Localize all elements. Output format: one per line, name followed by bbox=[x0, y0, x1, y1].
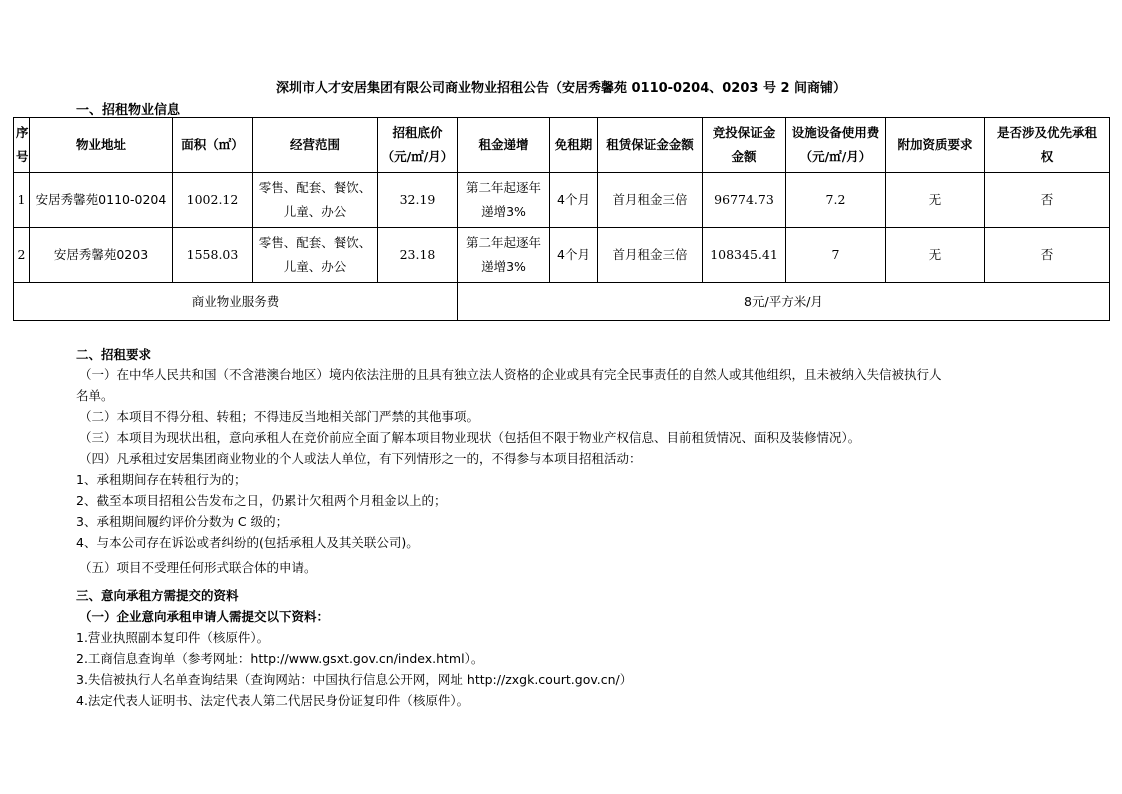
cell-rent-increase: 第二年起逐年 递增3% bbox=[458, 228, 550, 283]
section-heading-documents: 三、意向承租方需提交的资料 bbox=[76, 588, 239, 603]
service-fee-row bbox=[14, 283, 1110, 321]
section-heading-requirements: 二、招租要求 bbox=[76, 347, 152, 362]
section-heading-property-info: 一、招租物业信息 bbox=[76, 103, 181, 118]
cell-rent-increase: 第二年起逐年 递增3% bbox=[458, 173, 550, 228]
subheading-enterprise-documents: （一）企业意向承租申请人需提交以下资料： bbox=[79, 609, 330, 624]
table-row bbox=[14, 173, 1110, 228]
requirement-3: （三）本项目为现状出租，意向承租人在竞价前应全面了解本项目物业现状（包括但不限于物业产权信息、目前租赁情况、面积及装修情况）。 bbox=[79, 430, 861, 445]
cell-business-scope: 零售、配套、餐饮、 儿童、办公 bbox=[253, 173, 378, 228]
table-row bbox=[14, 228, 1110, 283]
cell-address: 安居秀馨苑0203 bbox=[30, 228, 173, 283]
header-lease-deposit: 租赁保证金金额 bbox=[598, 118, 703, 173]
requirement-4-item-4: 4、与本公司存在诉讼或者纠纷的(包括承租人及其关联公司)。 bbox=[76, 535, 419, 550]
header-bid-deposit: 竞投保证金 金额 bbox=[703, 118, 786, 173]
table-header-row bbox=[14, 118, 1110, 173]
header-index: 序 号 bbox=[14, 118, 30, 173]
requirement-2: （二）本项目不得分租、转租；不得违反当地相关部门严禁的其他事项。 bbox=[79, 409, 480, 424]
cell-base-rent: 23.18 bbox=[378, 228, 458, 283]
header-business-scope: 经营范围 bbox=[253, 118, 378, 173]
cell-index: 1 bbox=[14, 173, 30, 228]
requirement-4-item-3: 3、承租期间履约评价分数为 C 级的； bbox=[76, 514, 289, 529]
document-item-4: 4.法定代表人证明书、法定代表人第二代居民身份证复印件（核原件）。 bbox=[76, 693, 470, 708]
cell-rent-free: 4个月 bbox=[550, 228, 598, 283]
cell-qualification: 无 bbox=[886, 173, 985, 228]
service-fee-label: 商业物业服务费 bbox=[14, 283, 458, 321]
requirement-4-item-1: 1、承租期间存在转租行为的； bbox=[76, 472, 247, 487]
requirement-5: （五）项目不受理任何形式联合体的申请。 bbox=[79, 560, 317, 575]
cell-index: 2 bbox=[14, 228, 30, 283]
header-priority-lease: 是否涉及优先承租 权 bbox=[985, 118, 1110, 173]
cell-lease-deposit: 首月租金三倍 bbox=[598, 173, 703, 228]
cell-priority-lease: 否 bbox=[985, 173, 1110, 228]
requirement-1-line2: 名单。 bbox=[76, 388, 114, 403]
cell-business-scope: 零售、配套、餐饮、 儿童、办公 bbox=[253, 228, 378, 283]
document-title: 深圳市人才安居集团有限公司商业物业招租公告（安居秀馨苑 0110-0204、0203 号 2 间商铺） bbox=[275, 81, 847, 96]
requirement-4-item-2: 2、截至本项目招租公告发布之日，仍累计欠租两个月租金以上的； bbox=[76, 493, 447, 508]
requirement-4: （四）凡承租过安居集团商业物业的个人或法人单位，有下列情形之一的，不得参与本项目招租活动： bbox=[79, 451, 642, 466]
header-rent-increase: 租金递增 bbox=[458, 118, 550, 173]
cell-address: 安居秀馨苑0110-0204 bbox=[30, 173, 173, 228]
header-rent-free: 免租期 bbox=[550, 118, 598, 173]
property-table bbox=[13, 117, 1110, 321]
service-fee-value: 8元/平方米/月 bbox=[458, 283, 1110, 321]
cell-bid-deposit: 108345.41 bbox=[703, 228, 786, 283]
requirement-1-line1: （一）在中华人民共和国（不含港澳台地区）境内依法注册的且具有独立法人资格的企业或具有完全民事责任的自然人或其他组织，且未被纳入失信被执行人 bbox=[79, 367, 942, 382]
header-facility-fee: 设施设备使用费 （元/㎡/月） bbox=[786, 118, 886, 173]
cell-lease-deposit: 首月租金三倍 bbox=[598, 228, 703, 283]
cell-bid-deposit: 96774.73 bbox=[703, 173, 786, 228]
cell-facility-fee: 7.2 bbox=[786, 173, 886, 228]
document-item-2: 2.工商信息查询单（参考网址：http://www.gsxt.gov.cn/index.html）。 bbox=[76, 651, 484, 666]
cell-qualification: 无 bbox=[886, 228, 985, 283]
header-address: 物业地址 bbox=[30, 118, 173, 173]
cell-priority-lease: 否 bbox=[985, 228, 1110, 283]
header-base-rent: 招租底价 （元/㎡/月） bbox=[378, 118, 458, 173]
document-item-3: 3.失信被执行人名单查询结果（查询网站：中国执行信息公开网，网址 http://zxgk.court.gov.cn/） bbox=[76, 672, 633, 687]
cell-facility-fee: 7 bbox=[786, 228, 886, 283]
document-item-1: 1.营业执照副本复印件（核原件）。 bbox=[76, 630, 270, 645]
cell-area: 1558.03 bbox=[173, 228, 253, 283]
header-area: 面积（㎡） bbox=[173, 118, 253, 173]
cell-area: 1002.12 bbox=[173, 173, 253, 228]
cell-base-rent: 32.19 bbox=[378, 173, 458, 228]
header-qualification: 附加资质要求 bbox=[886, 118, 985, 173]
cell-rent-free: 4个月 bbox=[550, 173, 598, 228]
